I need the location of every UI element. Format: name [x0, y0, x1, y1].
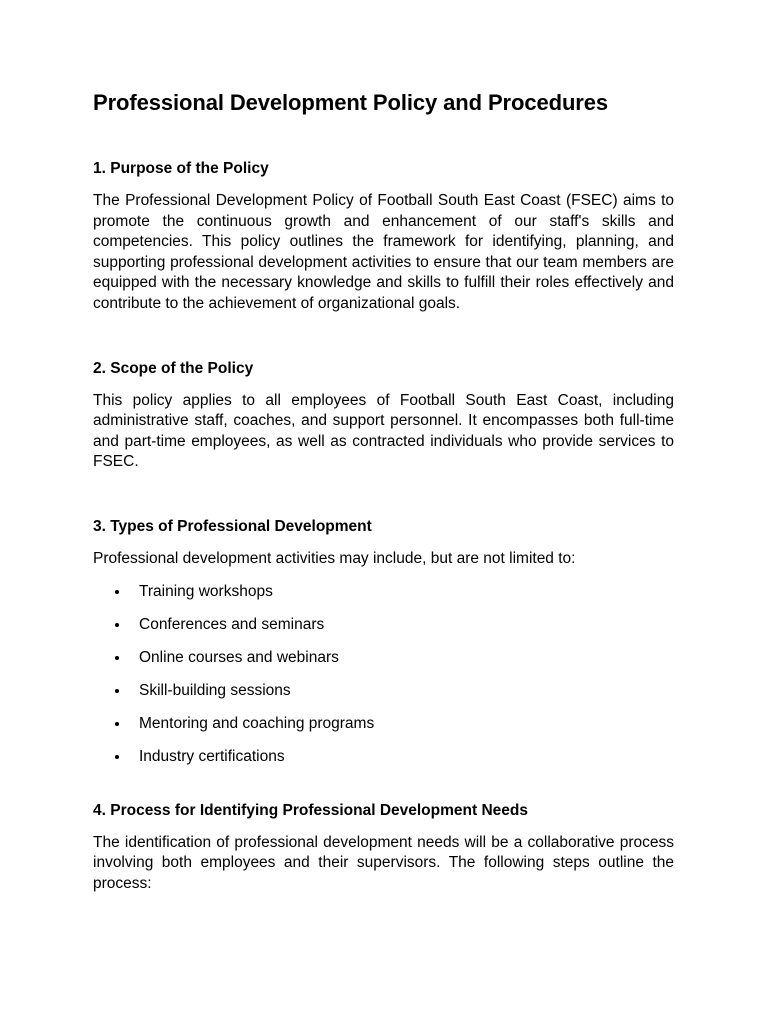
list-item-label: Conferences and seminars [139, 615, 325, 633]
section-paragraph-types: Professional development activities may include, but are not limited to: [93, 549, 576, 567]
bullet-icon [115, 722, 119, 726]
section-paragraph-process: The identification of professional development needs will be a collaborative process involving both employees and their supervisors. The following steps outline the process: [93, 833, 674, 892]
section-heading-purpose: 1. Purpose of the Policy [93, 160, 269, 177]
list-item [93, 681, 674, 701]
bullet-icon [115, 689, 119, 693]
bullet-icon [115, 590, 119, 594]
list-item [93, 648, 674, 668]
list-item-label: Training workshops [139, 582, 273, 600]
section-paragraph-scope: This policy applies to all employees of Football South East Coast, including administrative staff, coaches, and support personnel. It encompasses both full-time and part-time employees, as well as contracted individuals who provide services to FSEC. [93, 391, 674, 471]
list-item [93, 714, 674, 734]
list-item [93, 747, 674, 767]
list-item-label: Mentoring and coaching programs [139, 714, 375, 732]
bullet-icon [115, 755, 119, 759]
development-types-list [93, 582, 674, 767]
list-item-label: Online courses and webinars [139, 648, 339, 666]
bullet-icon [115, 623, 119, 627]
list-item-label: Skill-building sessions [139, 681, 291, 699]
section-paragraph-purpose: The Professional Development Policy of Football South East Coast (FSEC) aims to promote the continuous growth and enhancement of our staff's skills and competencies. This policy outlines the framework for identifying, planning, and supporting professional development activities to ensure that our team members are equipped with the necessary knowledge and skills to fulfill their roles effectively and contribute to the achievement of organizational goals. [93, 192, 674, 312]
list-item [93, 615, 674, 635]
section-heading-types: 3. Types of Professional Development [93, 517, 372, 535]
bullet-icon [115, 656, 119, 660]
list-item [93, 582, 674, 602]
section-heading-process: 4. Process for Identifying Professional Development Needs [93, 801, 528, 819]
list-item-label: Industry certifications [139, 747, 285, 765]
section-heading-scope: 2. Scope of the Policy [93, 359, 254, 377]
document-title: Professional Development Policy and Procedures [93, 90, 609, 115]
document-page [93, 88, 674, 894]
